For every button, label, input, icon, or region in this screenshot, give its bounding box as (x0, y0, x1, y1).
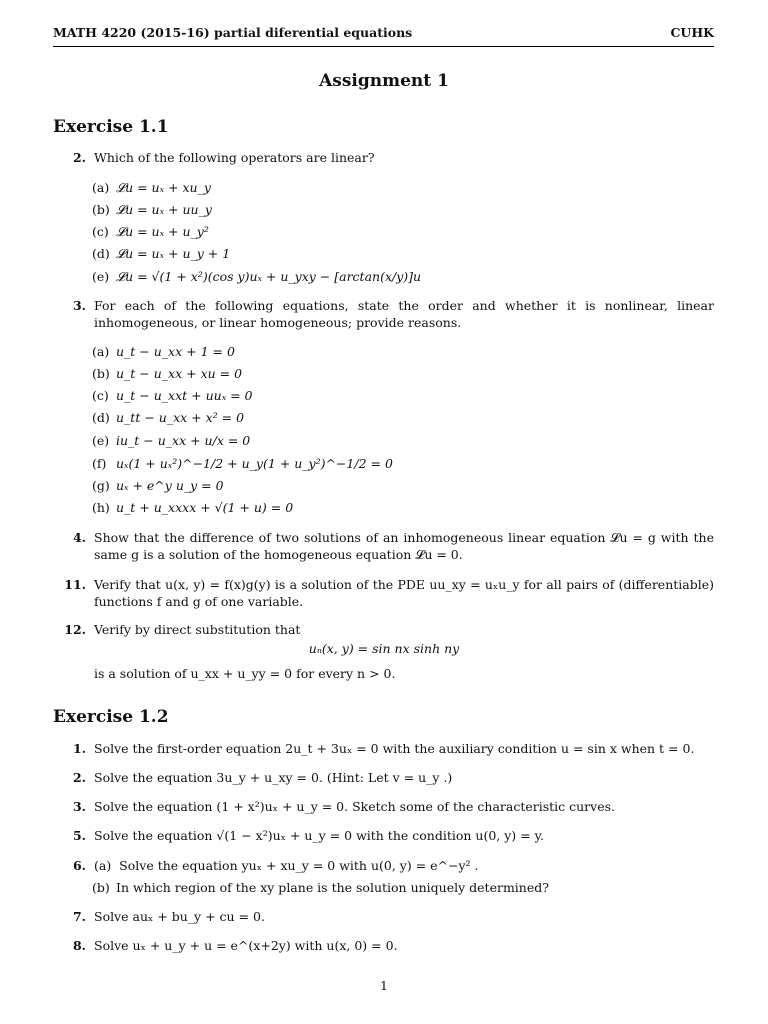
list-item: (b) 𝓛u = uₓ + uu_y (92, 202, 212, 217)
course-title: MATH 4220 (2015-16) partial diferential equations (53, 25, 413, 40)
list-item: (d) 𝓛u = uₓ + u_y + 1 (92, 246, 231, 261)
problem-text: Verify that u(x, y) = f(x)g(y) is a solution of the PDE uu_xy = uₓu_y for all pairs of (differentiable) functions f and g of one variable. (94, 577, 714, 609)
problem-number: 8. (72, 938, 86, 953)
problem-text: Solve the equation (1 + x²)uₓ + u_y = 0. Sketch some of the characteristic curves. (94, 799, 616, 814)
problem-text: Solve the first-order equation 2u_t + 3uₓ = 0 with the auxiliary condition u = sin x when t = 0. (94, 741, 695, 756)
list-item: (e) iu_t − u_xx + u/x = 0 (92, 433, 251, 448)
problem-text: Solve the equation yuₓ + xu_y = 0 with u(0, y) = e^−y² . (119, 858, 479, 873)
problem-text: Solve the equation √(1 − x²)uₓ + u_y = 0 with the condition u(0, y) = y. (94, 828, 544, 843)
problem-text: For each of the following equations, state the order and whether it is nonlinear, linear inhomogeneous, or linear homogeneous; provide reasons. (94, 298, 714, 330)
problem-1-2-5 (53, 828, 714, 845)
problem-number: 1. (72, 741, 86, 756)
problem-text: Which of the following operators are linear? (94, 150, 375, 165)
problem-1-2-7 (53, 909, 714, 926)
list-item: (a) u_t − u_xx + 1 = 0 (92, 344, 235, 359)
page-number: 1 (380, 978, 388, 993)
list-item: (h) u_t + u_xxxx + √(1 + u) = 0 (92, 500, 294, 515)
problem-text: Solve uₓ + u_y + u = e^(x+2y) with u(x, 0) = 0. (94, 938, 398, 953)
display-equation: uₙ(x, y) = sin nx sinh ny (308, 641, 460, 656)
page-header (53, 25, 714, 47)
assignment-title: Assignment 1 (319, 71, 449, 91)
problem-1-2-8 (53, 938, 714, 955)
problem-1-1-11 (53, 577, 714, 611)
problem-1-2-3 (53, 799, 714, 816)
problem-1-1-12 (53, 622, 714, 639)
problem-number: 6. (72, 858, 86, 873)
problem-number: 5. (72, 828, 86, 843)
problem-1-2-2 (53, 770, 714, 787)
problem-text: Solve auₓ + bu_y + cu = 0. (94, 909, 265, 924)
problem-1-1-3 (53, 298, 714, 332)
section-title-1-2: Exercise 1.2 (53, 707, 169, 727)
problem-text: Solve the equation 3u_y + u_xy = 0. (Hint: Let v = u_y .) (94, 770, 453, 785)
problem-number: 12. (64, 622, 86, 637)
sublabel-a: (a) (94, 858, 112, 873)
problem-1-2-6 (53, 858, 714, 875)
list-item: (b) In which region of the xy plane is the solution uniquely determined? (92, 880, 549, 895)
list-item: (e) 𝓛u = √(1 + x²)(cos y)uₓ + u_yxy − [arctan(x/y)]u (92, 269, 422, 284)
problem-number: 3. (72, 799, 86, 814)
problem-number: 4. (72, 530, 86, 545)
problem-number: 11. (64, 577, 86, 592)
list-item: (a) 𝓛u = uₓ + xu_y (92, 180, 211, 195)
problem-number: 7. (72, 909, 86, 924)
problem-text: Show that the difference of two solutions of an inhomogeneous linear equation 𝓛u = g with the same g is a solution of the homogeneous equation 𝓛u = 0. (94, 530, 714, 562)
problem-number: 2. (72, 150, 86, 165)
list-item: (b) u_t − u_xx + xu = 0 (92, 366, 243, 381)
list-item: (g) uₓ + e^y u_y = 0 (92, 478, 224, 493)
problem-number: 3. (72, 298, 86, 313)
list-item: (c) u_t − u_xxt + uuₓ = 0 (92, 388, 253, 403)
problem-1-2-1 (53, 741, 714, 758)
problem-1-1-2 (53, 150, 714, 167)
problem-text: is a solution of u_xx + u_yy = 0 for every n > 0. (94, 666, 396, 681)
school-name: CUHK (670, 25, 714, 40)
list-item: (f) uₓ(1 + uₓ²)^−1/2 + u_y(1 + u_y²)^−1/2 = 0 (92, 456, 393, 471)
problem-continuation (53, 666, 714, 683)
list-item: (d) u_tt − u_xx + x² = 0 (92, 410, 245, 425)
section-title-1-1: Exercise 1.1 (53, 117, 169, 137)
list-item: (c) 𝓛u = uₓ + u_y² (92, 224, 209, 239)
problem-number: 2. (72, 770, 86, 785)
problem-text: Verify by direct substitution that (94, 622, 301, 637)
problem-1-1-4 (53, 530, 714, 564)
